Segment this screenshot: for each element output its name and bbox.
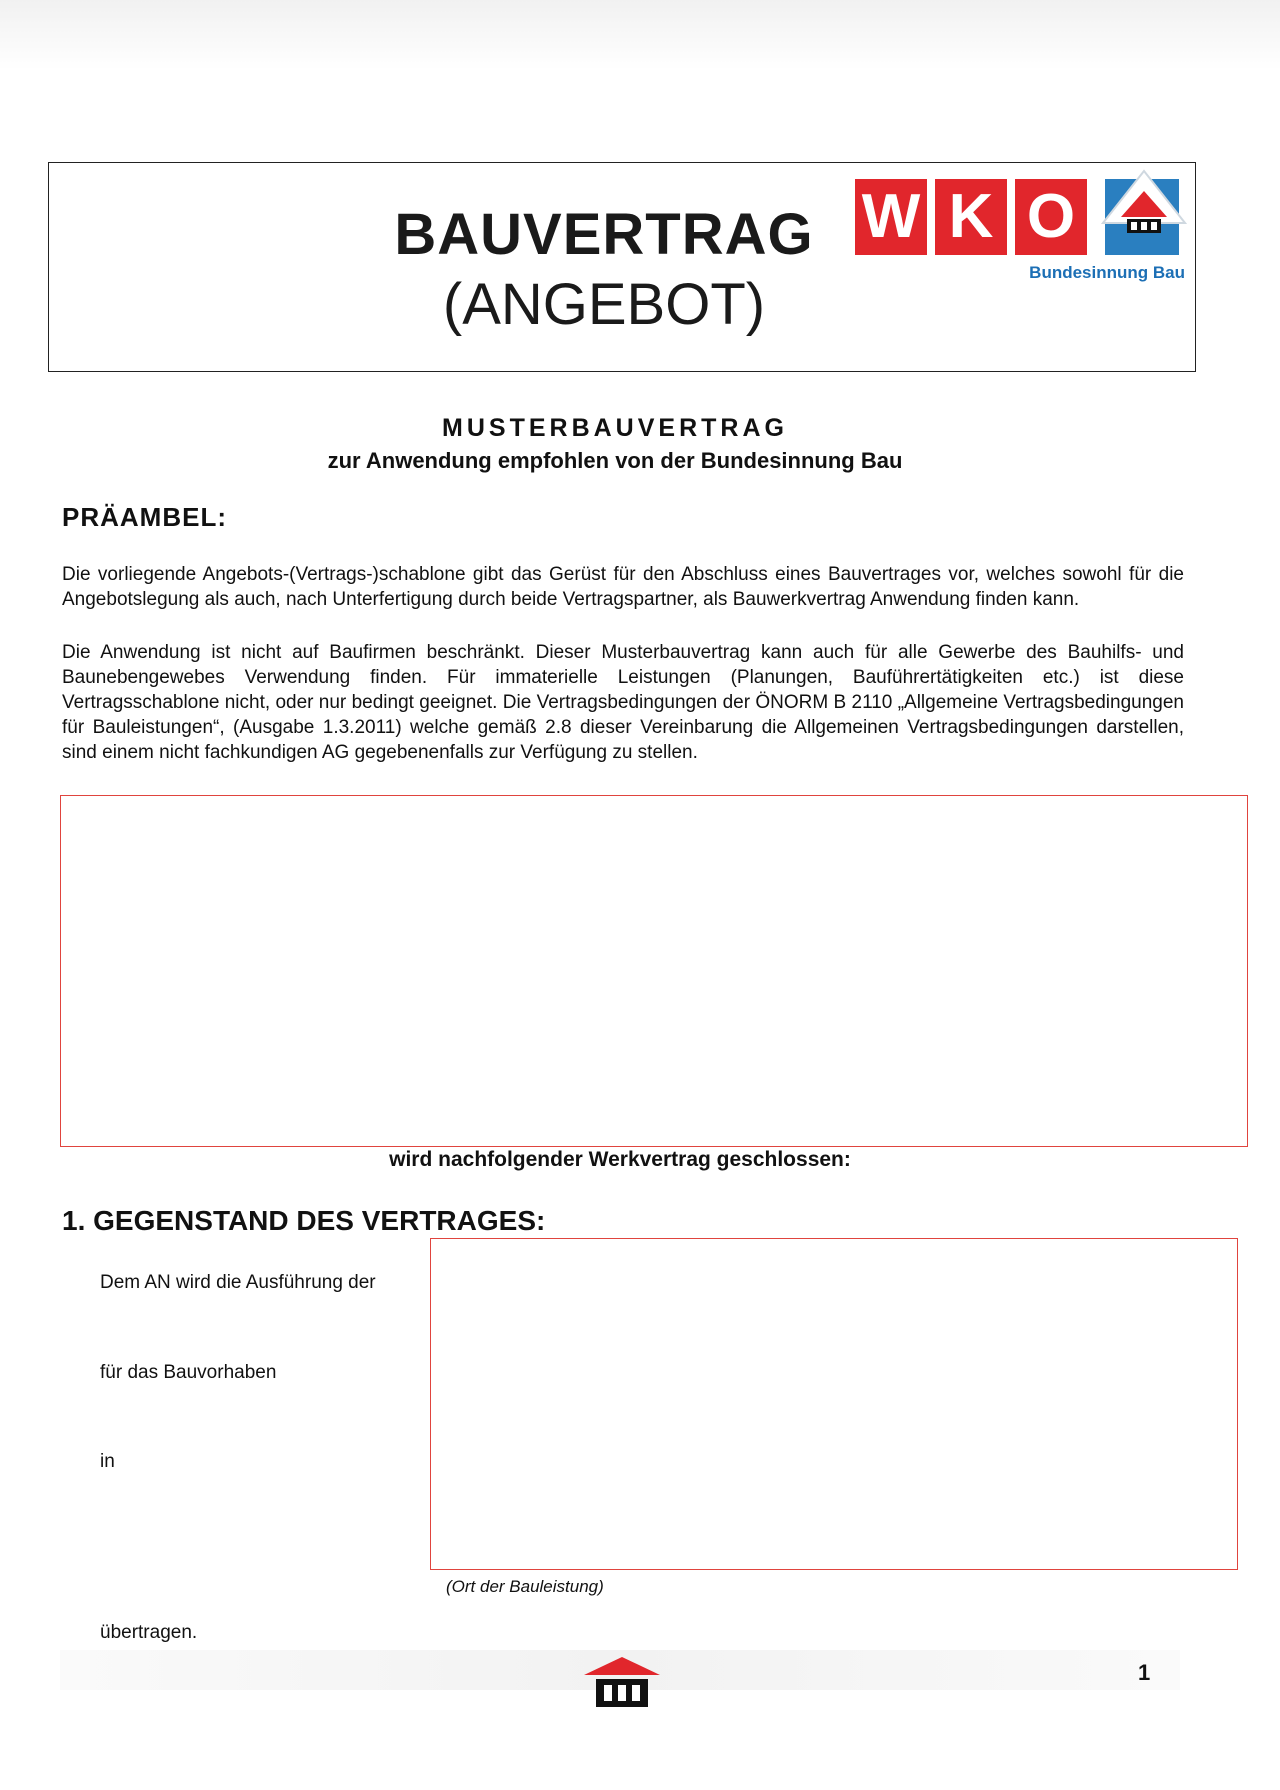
logo-letter-w: W (855, 179, 927, 255)
contract-parties-field[interactable] (60, 795, 1248, 1147)
label-transfer: übertragen. (100, 1622, 198, 1643)
section-1-title: 1. GEGENSTAND DES VERTRAGES: (62, 1205, 546, 1236)
page-top-shade (0, 0, 1280, 70)
preamble-title: PRÄAMBEL: (62, 502, 227, 532)
logo-letter-k: K (935, 179, 1007, 255)
document-subtitle: (ANGEBOT) (442, 272, 766, 337)
location-caption: (Ort der Bauleistung) (446, 1577, 604, 1596)
doc-subheading: zur Anwendung empfohlen von der Bundesinnung Bau (327, 448, 903, 473)
document-title: BAUVERTRAG (394, 202, 814, 267)
page-number: 1 (1138, 1660, 1151, 1685)
label-project: für das Bauvorhaben (100, 1362, 277, 1383)
label-execution: Dem AN wird die Ausführung der (100, 1272, 376, 1293)
logo-letter-o: O (1015, 179, 1087, 255)
doc-heading: MUSTERBAUVERTRAG (442, 414, 788, 442)
footer-house-icon (582, 1655, 662, 1711)
contract-subject-field[interactable] (430, 1238, 1238, 1570)
bundesinnung-house-icon (1101, 169, 1187, 257)
logo-caption: Bundesinnung Bau (1029, 263, 1185, 282)
wko-logo (855, 169, 1190, 282)
label-location: in (100, 1451, 115, 1472)
preamble-paragraph-1: Die vorliegende Angebots-(Vertrags-)schablone gibt das Gerüst für den Abschluss eines Bauvertrages vor, welches sowohl für die Angebotslegung als auch, nach Unterfertigung durch beide Vertragspartner, als Bauwerkvertrag Anwendung finden kann. (62, 564, 1184, 610)
header-box (48, 162, 1196, 372)
contract-closing-line: wird nachfolgender Werkvertrag geschlossen: (389, 1148, 851, 1171)
preamble-paragraph-2: Die Anwendung ist nicht auf Baufirmen beschränkt. Dieser Musterbauvertrag kann auch für alle Gewerbe des Bauhilfs- und Baunebengewebes Verwendung finden. Für immaterielle Leistungen (Planungen, Bauführertätigkeiten etc.) ist diese Vertragsschablone nicht, oder nur bedingt geeignet. Die Vertragsbedingungen der ÖNORM B 2110 „Allgemeine Vertragsbedingungen für Bauleistungen“, (Ausgabe 1.3.2011) welche gemäß 2.8 dieser Vereinbarung die Allgemeinen Vertragsbedingungen darstellen, sind einem nicht fachkundigen AG gegebenenfalls zur Verfügung zu stellen. (62, 642, 1184, 763)
